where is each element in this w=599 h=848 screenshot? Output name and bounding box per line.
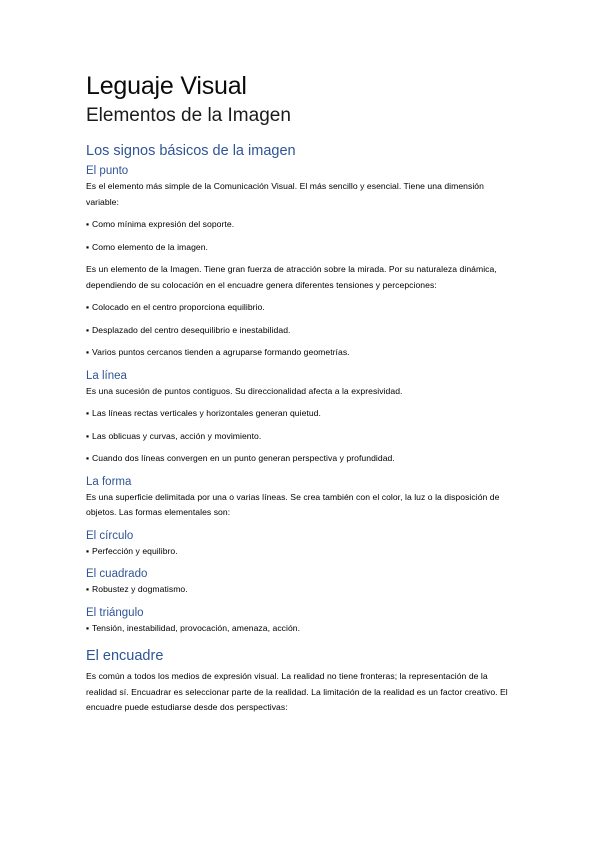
paragraph-forma-intro: Es una superficie delimitada por una o varias líneas. Se crea también con el color, la luz o la disposición de objetos. Las formas elementales son: [86, 491, 500, 517]
section-heading-encuadre: El encuadre [86, 648, 164, 664]
document-title: Leguaje Visual [86, 72, 247, 100]
list-item-text: Colocado en el centro proporciona equilibrio. [92, 302, 265, 312]
bullet-icon: ▪ [86, 453, 90, 463]
bullet-icon: ▪ [86, 347, 90, 357]
list-item [86, 582, 516, 598]
list-item [86, 451, 516, 467]
list-item-text: Las líneas rectas verticales y horizontales generan quietud. [92, 408, 321, 418]
list-item [86, 217, 516, 233]
bullet-icon: ▪ [86, 302, 90, 312]
subheading-punto: El punto [86, 165, 129, 177]
list-item [86, 621, 516, 637]
subheading-cuadrado: El cuadrado [86, 568, 148, 580]
paragraph-linea-intro: Es una sucesión de puntos contiguos. Su direccionalidad afecta a la expresividad. [86, 385, 403, 396]
bullet-icon: ▪ [86, 430, 90, 441]
list-item-text: Como elemento de la imagen. [92, 241, 208, 252]
list-item [86, 240, 516, 256]
list-item-text: Tensión, inestabilidad, provocación, amenaza, acción. [92, 622, 301, 633]
paragraph-punto-intro: Es el elemento más simple de la Comunicación Visual. El más sencillo y esencial. Tiene una dimensión variable: [86, 181, 484, 207]
bullet-icon: ▪ [86, 622, 90, 633]
list-item-text: Desplazado del centro desequilibrio e inestabilidad. [92, 324, 291, 335]
subheading-triangulo: El triángulo [86, 606, 144, 619]
list-item [86, 544, 516, 560]
list-item-text: Como mínima expresión del soporte. [92, 219, 235, 229]
paragraph-encuadre-intro: Es común a todos los medios de expresión visual. La realidad no tiene fronteras; la representación de la realidad sí. Encuadrar es seleccionar parte de la realidad. La limitación de la realidad es un factor creativo. El encuadre puede estudiarse desde dos perspectivas: [86, 671, 508, 712]
bullet-icon: ▪ [86, 408, 90, 418]
section-heading-signos: Los signos básicos de la imagen [86, 143, 296, 159]
subheading-forma: La forma [86, 475, 132, 488]
list-item [86, 323, 516, 339]
list-item-text: Cuando dos líneas convergen en un punto generan perspectiva y profundidad. [92, 453, 395, 463]
bullet-icon: ▪ [86, 545, 90, 556]
list-item-text: Robustez y dogmatismo. [92, 584, 188, 594]
bullet-icon: ▪ [86, 584, 90, 594]
list-item-text: Las oblicuas y curvas, acción y movimiento. [92, 430, 262, 441]
document-page [86, 70, 516, 723]
subheading-linea: La línea [86, 369, 127, 382]
document-subtitle: Elementos de la Imagen [86, 105, 291, 126]
list-item [86, 406, 516, 422]
list-item [86, 429, 516, 445]
bullet-icon: ▪ [86, 219, 90, 229]
list-item [86, 300, 516, 316]
list-item [86, 345, 516, 361]
list-item-text: Perfección y equilibro. [92, 545, 178, 556]
paragraph-punto-detail: Es un elemento de la Imagen. Tiene gran fuerza de atracción sobre la mirada. Por su naturaleza dinámica, dependiendo de su colocación en el encuadre genera diferentes tensiones y percepciones: [86, 264, 497, 290]
bullet-icon: ▪ [86, 324, 90, 335]
bullet-icon: ▪ [86, 241, 90, 252]
list-item-text: Varios puntos cercanos tienden a agruparse formando geometrías. [92, 347, 350, 357]
subheading-circulo: El círculo [86, 529, 134, 542]
